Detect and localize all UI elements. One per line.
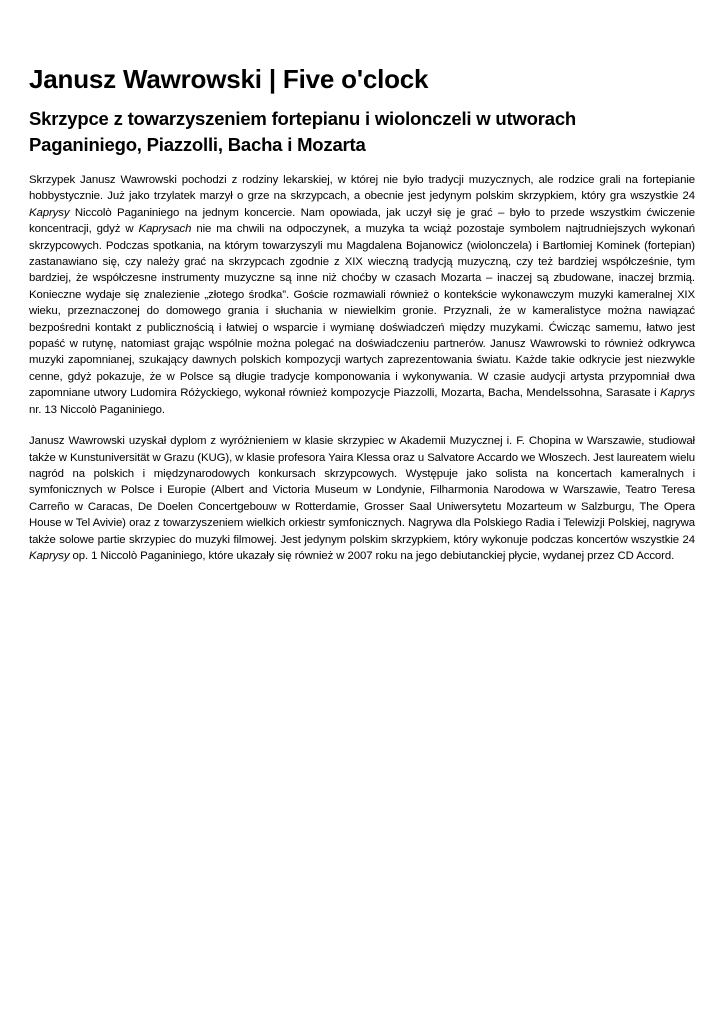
paragraph-career <box>29 433 695 564</box>
text-run: nie ma chwili na odpoczynek, a muzyka ta wciąż pozostaje symbolem najtrudniejszych wykonań skrzypcowych. Podczas spotkania, na którym towarzyszyli mu Magdalena Bojanowicz (wiolonczela) i Bartłomiej Kominek (fortepian) zastanawiano się, czy należy grać na skrzypcach zgodnie z XIX wieczną tradycją muzyczną, czy też bardziej współcześnie, tym bardziej, że współczesne instrumenty muzyczne są inne niż choćby w czasach Mozarta – inaczej są zbudowane, inaczej brzmią. Konieczne wydaje się znalezienie „złotego środka”. Goście rozmawiali również o kontekście wykonawczym muzyki kameralnej XIX wieku, przeznaczonej do domowego grania i słuchania w niewielkim gronie. Przyznali, że w kameralistyce można nawiązać bezpośredni kontakt z publicznością i łatwiej o wsparcie i wymianę doświadczeń między muzykami. Ćwicząc samemu, łatwo jest popaść w rutynę, natomiast grając wspólnie można polegać na doświadczeniu partnerów. Janusz Wawrowski to również odkrywca muzyki zapomnianej, szukający dawnych polskich kompozycji wartych zaprezentowania światu. Każde takie odkrycie jest niezwykle cenne, gdyż pokazuje, że w Polsce są długie tradycje komponowania i wykonywania. W czasie audycji artysta przypomniał dwa zapomniane utwory Ludomira Różyckiego, wykonał również kompozycje Piazzolli, Mozarta, Bacha, Mendelssohna, Sarasate i <box>29 223 695 400</box>
text-run: Niccolò Paganiniego na jednym koncercie. Nam opowiada, jak uczył się je grać – było to przede wszystkim ćwiczenie koncentracji, gdyż w <box>29 206 695 236</box>
page-title: Janusz Wawrowski | Five o'clock <box>29 64 429 94</box>
text-run: Skrzypek Janusz Wawrowski pochodzi z rodziny lekarskiej, w której nie było tradycji muzycznych, ale rodzice grali na fortepianie hobbystycznie. Już jako trzylatek marzył o grze na skrzypcach, a obecnie jest jedynym polskim skrzypkiem, który gra wszystkie 24 <box>29 174 695 203</box>
italic-title: Kaprysach <box>138 223 192 236</box>
italic-title: Kaprys <box>660 387 695 400</box>
text-run: nr. 13 Niccolò Paganiniego. <box>29 403 165 416</box>
subtitle-line-2: Paganiniego, Piazzolli, Bacha i Mozarta <box>29 134 366 155</box>
text-run: op. 1 Niccolò Paganiniego, które ukazały się również w 2007 roku na jego debiutanckiej płycie, wydanej przez CD Accord. <box>69 549 675 562</box>
text-run: Janusz Wawrowski uzyskał dyplom z wyróżnieniem w klasie skrzypiec w Akademii Muzycznej i. F. Chopina w Warszawie, studiował także w Kunstuniversität w Grazu (KUG), w klasie profesora Yaira Klessa oraz u Salvatore Accardo we Włoszech. Jest laureatem wielu nagród na polskich i międzynarodowych konkursach skrzypcowych. Występuje jako solista na koncertach kameralnych i symfonicznych w Polsce i Europie (Albert and Victoria Museum w Londynie, Filharmonia Narodowa w Warszawie, Teatro Teresa Carreño w Caracas, De Doelen Concertgebouw w Rotterdamie, Grosser Saal Uniwersytetu Mozarteum w Salzburgu, The Opera House w Tel Avivie) oraz z towarzyszeniem wielkich orkiestr symfonicznych. Nagrywa dla Polskiego Radia i Telewizji Polskiej, nagrywa także solowe partie skrzypiec do muzyki filmowej. Jest jedynym polskim skrzypkiem, który wykonuje podczas koncertów wszystkie 24 <box>29 435 695 546</box>
paragraph-biography <box>29 172 695 418</box>
document-page <box>29 62 695 564</box>
italic-title: Kaprysy <box>29 549 70 562</box>
page-subtitle <box>29 106 695 158</box>
italic-title: Kaprysy <box>29 206 70 219</box>
subtitle-line-1: Skrzypce z towarzyszeniem fortepianu i wiolonczeli w utworach <box>29 108 577 129</box>
